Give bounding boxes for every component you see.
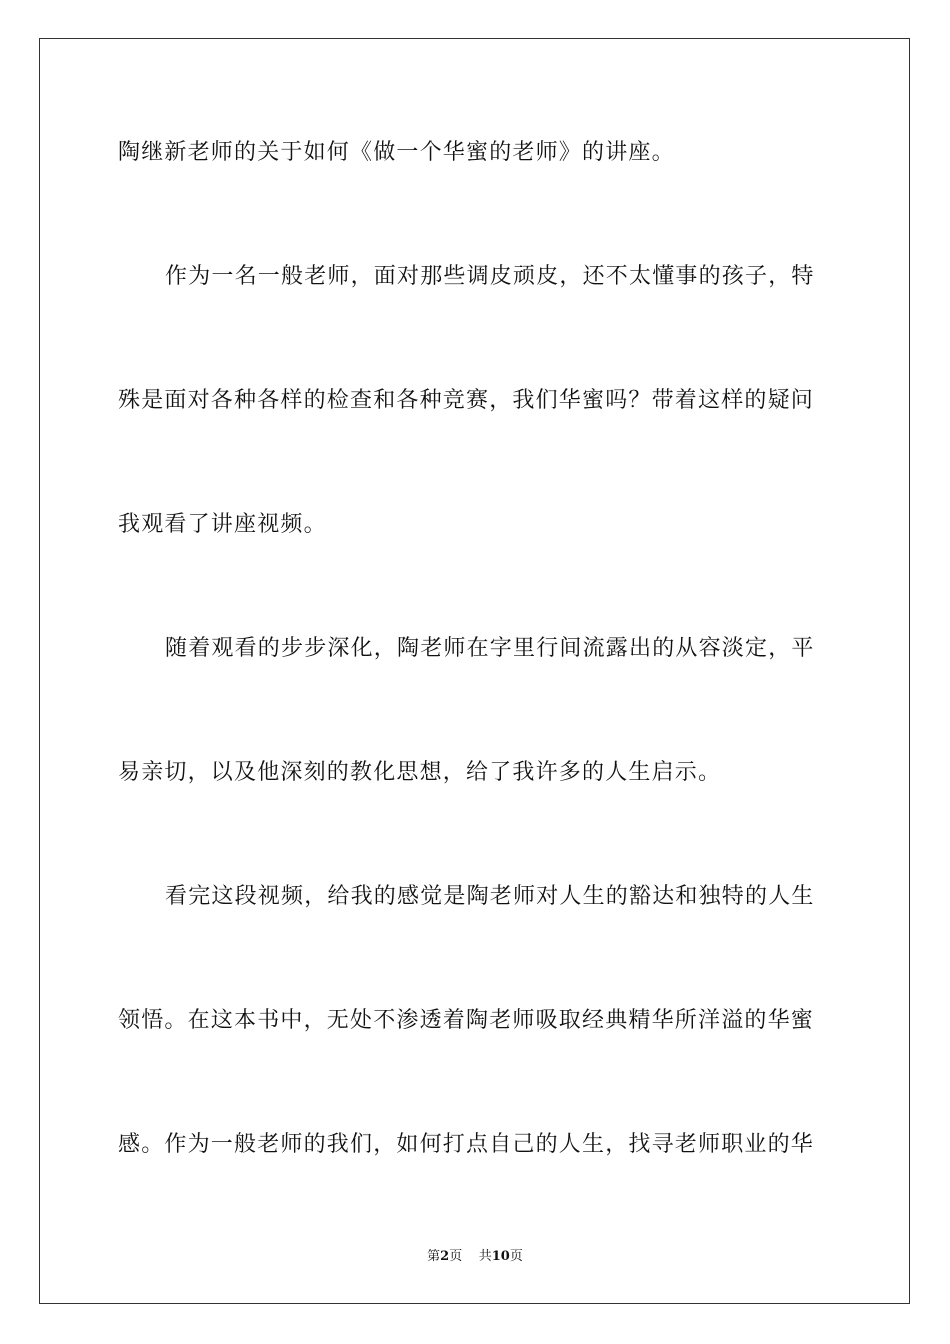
page-footer (0, 1248, 950, 1266)
text-line-4: 我观看了讲座视频。 (118, 512, 327, 537)
text-line-1: 陶继新老师的关于如何《做一个华蜜的老师》的讲座。 (118, 140, 675, 165)
text-line-8: 领悟。在这本书中，无处不渗透着陶老师吸取经典精华所洋溢的华蜜 (118, 1008, 815, 1033)
footer-total-number: 10 (491, 1249, 510, 1264)
text-line-7: 看完这段视频，给我的感觉是陶老师对人生的豁达和独特的人生 (165, 884, 815, 909)
text-line-5: 随着观看的步步深化，陶老师在字里行间流露出的从容淡定，平 (165, 636, 815, 661)
footer-page-prefix: 第 (427, 1249, 441, 1264)
footer-page-suffix: 页 (449, 1249, 463, 1264)
footer-total-prefix: 共 (478, 1249, 492, 1264)
footer-page-number: 2 (440, 1249, 450, 1264)
page-border (39, 38, 910, 1304)
text-line-3: 殊是面对各种各样的检查和各种竞赛，我们华蜜吗？带着这样的疑问 (118, 388, 815, 413)
footer-total-suffix: 页 (509, 1249, 523, 1264)
text-line-6: 易亲切，以及他深刻的教化思想，给了我许多的人生启示。 (118, 760, 722, 785)
text-line-9: 感。作为一般老师的我们，如何打点自己的人生，找寻老师职业的华 (118, 1132, 815, 1157)
text-line-2: 作为一名一般老师，面对那些调皮顽皮，还不太懂事的孩子，特 (165, 264, 815, 289)
